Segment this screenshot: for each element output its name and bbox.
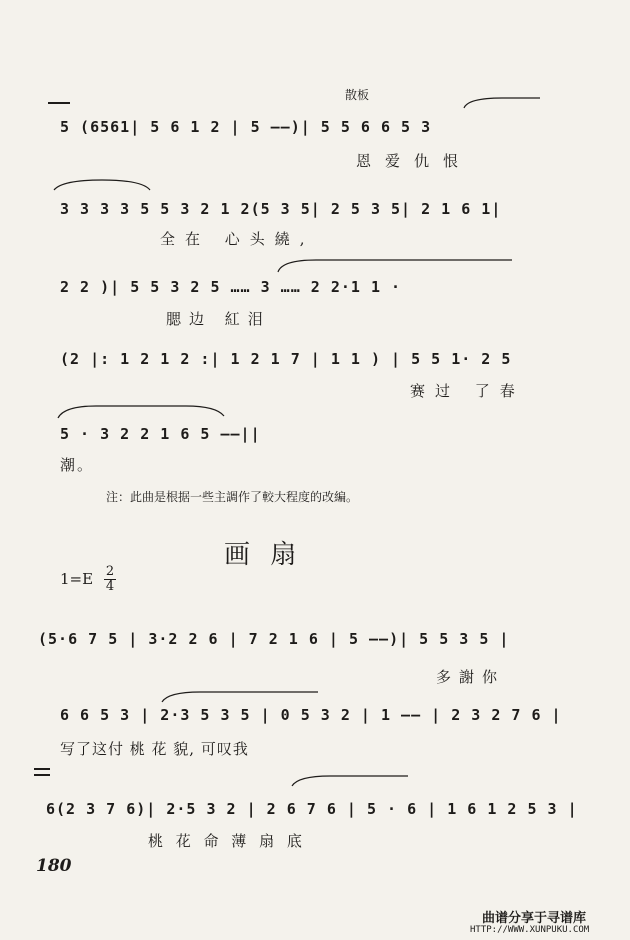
page-number: 180 (36, 856, 72, 876)
lyrics-line-4: 赛过 了春 (410, 382, 525, 400)
slur-mark (52, 178, 152, 192)
line-start-mark (34, 768, 50, 770)
lyrics2-line-2: 写了这付 桃 花 貌, 可叹我 (60, 740, 249, 758)
tempo-marking: 散板 (345, 88, 370, 102)
score-line-3: 2 2 )| 5 5 3 2 5 …… 3 …… 2 2·1 1 · (60, 278, 402, 296)
score-line-1: 5 (6561| 5 6 1 2 | 5 ——)| 5 5 6 6 5 3 (60, 118, 432, 136)
score-line-4: (2 |: 1 2 1 2 :| 1 2 1 7 | 1 1 ) | 5 5 1· 2 5 (60, 350, 512, 368)
score-line-5: 5 · 3 2 2 1 6 5 ——|| (60, 425, 261, 443)
watermark-url: HTTP://WWW.XUNPUKU.COM (470, 925, 590, 935)
lyrics2-line-1: 多謝你 (436, 668, 506, 686)
score2-line-3: 6(2 3 7 6)| 2·5 3 2 | 2 6 7 6 | 5 · 6 | 1 6 1 2 5 3 | (46, 800, 578, 818)
score2-line-1: (5·6 7 5 | 3·2 2 6 | 7 2 1 6 | 5 ——)| 5 5 3 5 | (38, 630, 510, 648)
lyrics-line-1: 恩爱仇恨 (356, 152, 473, 170)
slur-mark (160, 690, 320, 704)
key-signature: 1=E (60, 570, 94, 588)
slur-mark (290, 774, 410, 788)
slur-mark (276, 258, 516, 274)
lyrics-line-3: 腮边 紅泪 (166, 310, 271, 328)
slur-mark (56, 404, 226, 420)
lyrics-line-5: 潮。 (60, 456, 95, 474)
lyrics2-line-3: 桃 花 命 薄 扇 底 (148, 832, 306, 850)
time-numerator: 2 (105, 564, 115, 579)
lyrics-line-2: 全在 心头繞, (160, 230, 315, 248)
line-start-mark (34, 774, 50, 776)
line-start-mark (48, 102, 70, 104)
time-signature (104, 565, 116, 594)
watermark-title: 曲谱分享于寻谱库 (482, 911, 587, 926)
song-title: 画 扇 (224, 540, 303, 570)
score-line-2: 3 3 3 3 5 5 3 2 1 2(5 3 5| 2 5 3 5| 2 1 6 1| (60, 200, 502, 218)
footnote: 注：此曲是根据一些主調作了較大程度的改編。 (106, 490, 359, 504)
slur-mark (462, 96, 542, 110)
score2-line-2: 6 6 5 3 | 2·3 5 3 5 | 0 5 3 2 | 1 —— | 2 3 2 7 6 | (60, 706, 562, 724)
time-denominator: 4 (105, 579, 115, 594)
